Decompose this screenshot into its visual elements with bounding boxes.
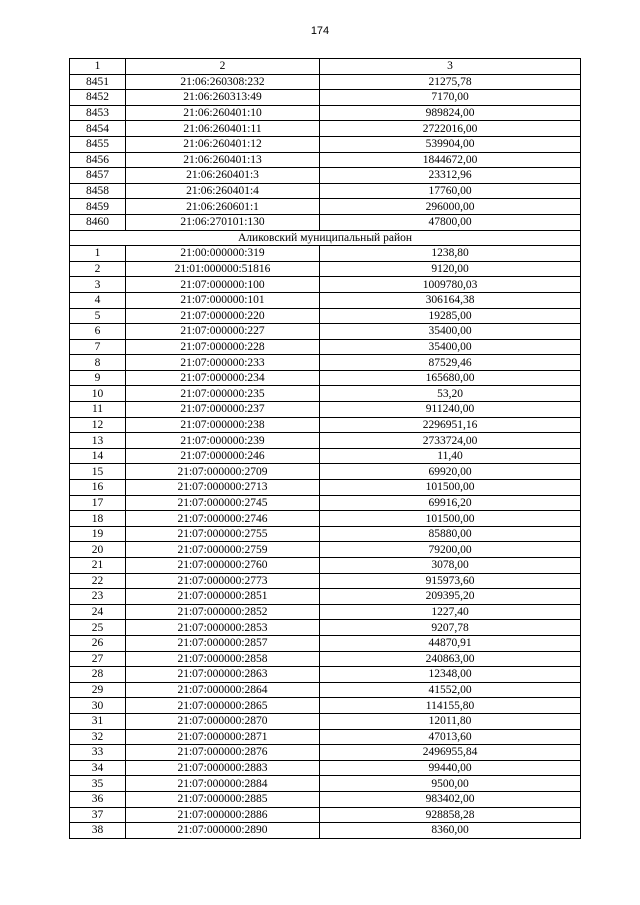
- value-cell: 1227,40: [320, 604, 581, 620]
- table-row: [70, 168, 581, 184]
- cadastral-number-cell: 21:07:000000:2884: [126, 776, 320, 792]
- table-row: [70, 136, 581, 152]
- cadastral-number-cell: 21:07:000000:2746: [126, 511, 320, 527]
- cadastral-number-cell: 21:07:000000:2853: [126, 620, 320, 636]
- row-number-cell: 10: [70, 386, 126, 402]
- value-cell: 17760,00: [320, 183, 581, 199]
- table-header-row: [70, 59, 581, 75]
- row-number-cell: 8452: [70, 90, 126, 106]
- row-number-cell: 28: [70, 667, 126, 683]
- cadastral-number-cell: 21:00:000000:319: [126, 246, 320, 262]
- value-cell: 989824,00: [320, 105, 581, 121]
- value-cell: 47013,60: [320, 729, 581, 745]
- cadastral-number-cell: 21:07:000000:2871: [126, 729, 320, 745]
- table-row: [70, 402, 581, 418]
- value-cell: 2496955,84: [320, 745, 581, 761]
- table-row: [70, 277, 581, 293]
- table-row: [70, 90, 581, 106]
- row-number-cell: 34: [70, 760, 126, 776]
- row-number-cell: 8458: [70, 183, 126, 199]
- value-cell: 101500,00: [320, 480, 581, 496]
- table-row: [70, 121, 581, 137]
- table-row: [70, 511, 581, 527]
- row-number-cell: 29: [70, 682, 126, 698]
- value-cell: 915973,60: [320, 573, 581, 589]
- value-cell: 35400,00: [320, 339, 581, 355]
- value-cell: 1238,80: [320, 246, 581, 262]
- row-number-cell: 8456: [70, 152, 126, 168]
- value-cell: 12011,80: [320, 713, 581, 729]
- row-number-cell: 33: [70, 745, 126, 761]
- table-row: [70, 791, 581, 807]
- cadastral-number-cell: 21:07:000000:237: [126, 402, 320, 418]
- value-cell: 69916,20: [320, 495, 581, 511]
- cadastral-number-cell: 21:07:000000:227: [126, 324, 320, 340]
- cadastral-number-cell: 21:07:000000:100: [126, 277, 320, 293]
- cadastral-number-cell: 21:07:000000:2863: [126, 667, 320, 683]
- cadastral-number-cell: 21:07:000000:2709: [126, 464, 320, 480]
- table-row: [70, 74, 581, 90]
- table-row: [70, 339, 581, 355]
- cadastral-number-cell: 21:07:000000:2755: [126, 526, 320, 542]
- row-number-cell: 5: [70, 308, 126, 324]
- value-cell: 1844672,00: [320, 152, 581, 168]
- row-number-cell: 14: [70, 448, 126, 464]
- row-number-cell: 8454: [70, 121, 126, 137]
- value-cell: 8360,00: [320, 823, 581, 839]
- value-cell: 101500,00: [320, 511, 581, 527]
- table-row: [70, 386, 581, 402]
- value-cell: 69920,00: [320, 464, 581, 480]
- row-number-cell: 4: [70, 292, 126, 308]
- cadastral-number-cell: 21:01:000000:51816: [126, 261, 320, 277]
- table-row: [70, 573, 581, 589]
- table-row: [70, 604, 581, 620]
- table-row: [70, 729, 581, 745]
- table-row: [70, 698, 581, 714]
- table-row: [70, 480, 581, 496]
- cadastral-number-cell: 21:07:000000:2876: [126, 745, 320, 761]
- cadastral-number-cell: 21:07:000000:234: [126, 370, 320, 386]
- table-row: [70, 713, 581, 729]
- row-number-cell: 8: [70, 355, 126, 371]
- row-number-cell: 36: [70, 791, 126, 807]
- table-row: [70, 682, 581, 698]
- value-cell: 87529,46: [320, 355, 581, 371]
- value-cell: 114155,80: [320, 698, 581, 714]
- column-header-1: 1: [70, 59, 126, 75]
- table-row: [70, 308, 581, 324]
- row-number-cell: 21: [70, 558, 126, 574]
- row-number-cell: 8460: [70, 214, 126, 230]
- section-title: Аликовский муниципальный район: [70, 230, 581, 246]
- table-row: [70, 183, 581, 199]
- table-row: [70, 776, 581, 792]
- value-cell: 9500,00: [320, 776, 581, 792]
- table-row: [70, 214, 581, 230]
- row-number-cell: 2: [70, 261, 126, 277]
- row-number-cell: 17: [70, 495, 126, 511]
- cadastral-number-cell: 21:07:000000:246: [126, 448, 320, 464]
- cadastral-number-cell: 21:06:260401:12: [126, 136, 320, 152]
- table-row: [70, 448, 581, 464]
- row-number-cell: 30: [70, 698, 126, 714]
- value-cell: 240863,00: [320, 651, 581, 667]
- value-cell: 3078,00: [320, 558, 581, 574]
- cadastral-number-cell: 21:07:000000:2858: [126, 651, 320, 667]
- page-number: 174: [310, 25, 330, 37]
- table-row: [70, 324, 581, 340]
- value-cell: 21275,78: [320, 74, 581, 90]
- table-row: [70, 651, 581, 667]
- value-cell: 911240,00: [320, 402, 581, 418]
- cadastral-number-cell: 21:07:000000:2870: [126, 713, 320, 729]
- cadastral-number-cell: 21:07:000000:2885: [126, 791, 320, 807]
- table-row: [70, 620, 581, 636]
- value-cell: 1009780,03: [320, 277, 581, 293]
- value-cell: 539904,00: [320, 136, 581, 152]
- cadastral-number-cell: 21:06:260401:4: [126, 183, 320, 199]
- row-number-cell: 22: [70, 573, 126, 589]
- table-row: [70, 261, 581, 277]
- row-number-cell: 9: [70, 370, 126, 386]
- value-cell: 209395,20: [320, 589, 581, 605]
- value-cell: 9120,00: [320, 261, 581, 277]
- table-row: [70, 199, 581, 215]
- row-number-cell: 8453: [70, 105, 126, 121]
- table-row: [70, 105, 581, 121]
- value-cell: 7170,00: [320, 90, 581, 106]
- column-header-3: 3: [320, 59, 581, 75]
- cadastral-number-cell: 21:07:000000:2864: [126, 682, 320, 698]
- table-row: [70, 292, 581, 308]
- row-number-cell: 26: [70, 635, 126, 651]
- cadastral-number-cell: 21:07:000000:2852: [126, 604, 320, 620]
- table-row: [70, 589, 581, 605]
- table-row: [70, 464, 581, 480]
- section-header-row: [70, 230, 581, 246]
- cadastral-number-cell: 21:07:000000:2760: [126, 558, 320, 574]
- table-row: [70, 558, 581, 574]
- value-cell: 165680,00: [320, 370, 581, 386]
- land-parcel-table: [69, 58, 581, 839]
- cadastral-number-cell: 21:06:260601:1: [126, 199, 320, 215]
- cadastral-number-cell: 21:06:260401:3: [126, 168, 320, 184]
- column-header-2: 2: [126, 59, 320, 75]
- cadastral-number-cell: 21:06:270101:130: [126, 214, 320, 230]
- row-number-cell: 20: [70, 542, 126, 558]
- value-cell: 23312,96: [320, 168, 581, 184]
- cadastral-number-cell: 21:07:000000:2886: [126, 807, 320, 823]
- table-row: [70, 370, 581, 386]
- row-number-cell: 8451: [70, 74, 126, 90]
- value-cell: 99440,00: [320, 760, 581, 776]
- value-cell: 53,20: [320, 386, 581, 402]
- table-row: [70, 526, 581, 542]
- cadastral-number-cell: 21:07:000000:2713: [126, 480, 320, 496]
- cadastral-number-cell: 21:07:000000:220: [126, 308, 320, 324]
- cadastral-number-cell: 21:07:000000:2759: [126, 542, 320, 558]
- value-cell: 306164,38: [320, 292, 581, 308]
- table-row: [70, 635, 581, 651]
- value-cell: 11,40: [320, 448, 581, 464]
- cadastral-number-cell: 21:07:000000:2857: [126, 635, 320, 651]
- row-number-cell: 6: [70, 324, 126, 340]
- value-cell: 85880,00: [320, 526, 581, 542]
- row-number-cell: 12: [70, 417, 126, 433]
- value-cell: 2733724,00: [320, 433, 581, 449]
- row-number-cell: 13: [70, 433, 126, 449]
- row-number-cell: 31: [70, 713, 126, 729]
- row-number-cell: 1: [70, 246, 126, 262]
- row-number-cell: 24: [70, 604, 126, 620]
- row-number-cell: 23: [70, 589, 126, 605]
- cadastral-number-cell: 21:06:260308:232: [126, 74, 320, 90]
- row-number-cell: 25: [70, 620, 126, 636]
- table-row: [70, 745, 581, 761]
- table-row: [70, 823, 581, 839]
- row-number-cell: 35: [70, 776, 126, 792]
- row-number-cell: 11: [70, 402, 126, 418]
- value-cell: 928858,28: [320, 807, 581, 823]
- row-number-cell: 18: [70, 511, 126, 527]
- table-row: [70, 542, 581, 558]
- table-row: [70, 433, 581, 449]
- row-number-cell: 38: [70, 823, 126, 839]
- row-number-cell: 19: [70, 526, 126, 542]
- cadastral-number-cell: 21:07:000000:2745: [126, 495, 320, 511]
- value-cell: 41552,00: [320, 682, 581, 698]
- cadastral-number-cell: 21:07:000000:238: [126, 417, 320, 433]
- cadastral-number-cell: 21:07:000000:233: [126, 355, 320, 371]
- row-number-cell: 32: [70, 729, 126, 745]
- cadastral-number-cell: 21:07:000000:2773: [126, 573, 320, 589]
- table-row: [70, 495, 581, 511]
- row-number-cell: 8457: [70, 168, 126, 184]
- table-row: [70, 667, 581, 683]
- table-row: [70, 417, 581, 433]
- table-row: [70, 152, 581, 168]
- value-cell: 2296951,16: [320, 417, 581, 433]
- table-row: [70, 807, 581, 823]
- table-row: [70, 246, 581, 262]
- row-number-cell: 37: [70, 807, 126, 823]
- row-number-cell: 8459: [70, 199, 126, 215]
- value-cell: 35400,00: [320, 324, 581, 340]
- row-number-cell: 7: [70, 339, 126, 355]
- cadastral-number-cell: 21:07:000000:2851: [126, 589, 320, 605]
- value-cell: 79200,00: [320, 542, 581, 558]
- cadastral-number-cell: 21:07:000000:2890: [126, 823, 320, 839]
- value-cell: 983402,00: [320, 791, 581, 807]
- cadastral-number-cell: 21:07:000000:2883: [126, 760, 320, 776]
- cadastral-number-cell: 21:07:000000:2865: [126, 698, 320, 714]
- table-row: [70, 355, 581, 371]
- row-number-cell: 8455: [70, 136, 126, 152]
- value-cell: 296000,00: [320, 199, 581, 215]
- cadastral-number-cell: 21:06:260401:13: [126, 152, 320, 168]
- row-number-cell: 15: [70, 464, 126, 480]
- table-body: [70, 59, 581, 839]
- cadastral-number-cell: 21:06:260313:49: [126, 90, 320, 106]
- value-cell: 44870,91: [320, 635, 581, 651]
- cadastral-number-cell: 21:06:260401:11: [126, 121, 320, 137]
- cadastral-number-cell: 21:07:000000:101: [126, 292, 320, 308]
- value-cell: 2722016,00: [320, 121, 581, 137]
- row-number-cell: 27: [70, 651, 126, 667]
- cadastral-number-cell: 21:07:000000:239: [126, 433, 320, 449]
- cadastral-number-cell: 21:07:000000:235: [126, 386, 320, 402]
- cadastral-number-cell: 21:06:260401:10: [126, 105, 320, 121]
- value-cell: 19285,00: [320, 308, 581, 324]
- value-cell: 12348,00: [320, 667, 581, 683]
- row-number-cell: 16: [70, 480, 126, 496]
- value-cell: 47800,00: [320, 214, 581, 230]
- cadastral-number-cell: 21:07:000000:228: [126, 339, 320, 355]
- row-number-cell: 3: [70, 277, 126, 293]
- table-row: [70, 760, 581, 776]
- value-cell: 9207,78: [320, 620, 581, 636]
